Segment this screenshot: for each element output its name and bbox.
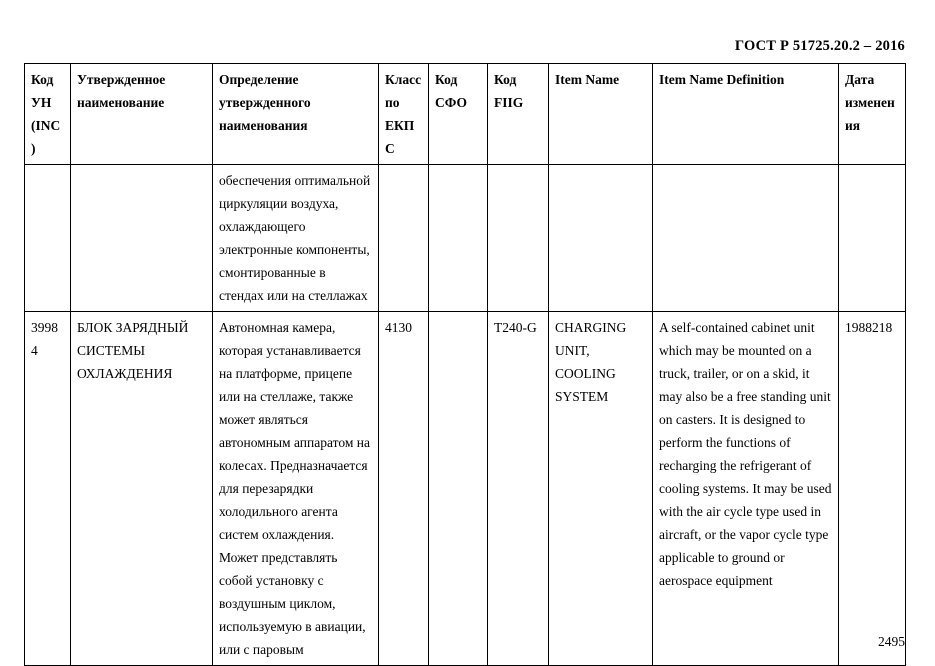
classification-table [24,63,906,666]
table-row-continuation [25,165,906,312]
cell-inc-code: 39984 [25,312,71,666]
column-header-change-date: Дата изменения [839,64,906,165]
column-header-item-name: Item Name [549,64,653,165]
column-header-fiig-code: Код FIIG [488,64,549,165]
column-header-ekps-class: Класс по ЕКПС [379,64,429,165]
column-header-approved-name: Утвержденное наименование [71,64,213,165]
cell-sfo-code [429,312,488,666]
cell-ekps-class: 4130 [379,312,429,666]
table-row [25,312,906,666]
cell-sfo-code [429,165,488,312]
column-header-inc-code: Код УН (INC) [25,64,71,165]
cell-change-date [839,165,906,312]
cell-approved-name: БЛОК ЗАРЯДНЫЙ СИСТЕМЫ ОХЛАЖДЕНИЯ [71,312,213,666]
cell-change-date: 1988218 [839,312,906,666]
cell-approved-name [71,165,213,312]
cell-fiig-code [488,165,549,312]
page-number: 2495 [878,634,905,649]
cell-inc-code [25,165,71,312]
cell-item-name-definition: A self-contained cabinet unit which may be mounted on a truck, trailer, or on a skid, it may also be a free standing unit on casters. It is designed to perform the functions of recharging the refrigerant of cooling systems. It may be used with the air cycle type used in aircraft, or the vapor cycle type applicable to ground or aerospace equipment [653,312,839,666]
cell-approved-name-definition: обеспечения оптимальной циркуляции воздуха, охлаждающего электронные компоненты, смонтированные в стендах или на стеллажах [213,165,379,312]
cell-item-name [549,165,653,312]
document-title: ГОСТ Р 51725.20.2 – 2016 [734,38,905,54]
column-header-sfo-code: Код СФО [429,64,488,165]
cell-ekps-class [379,165,429,312]
column-header-item-name-definition: Item Name Definition [653,64,839,165]
column-header-approved-name-definition: Определение утвержденного наименования [213,64,379,165]
cell-item-name-definition [653,165,839,312]
cell-approved-name-definition: Автономная камера, которая устанавливается на платформе, прицепе или на стеллаже, также может являться автономным аппаратом на колесах. Предназначается для перезарядки холодильного агента систем охлаждения. Может представлять собой установку с воздушным циклом, используемую в авиации, или с паровым [213,312,379,666]
table-header-row [25,64,906,165]
cell-item-name: CHARGING UNIT, COOLING SYSTEM [549,312,653,666]
cell-fiig-code: T240-G [488,312,549,666]
